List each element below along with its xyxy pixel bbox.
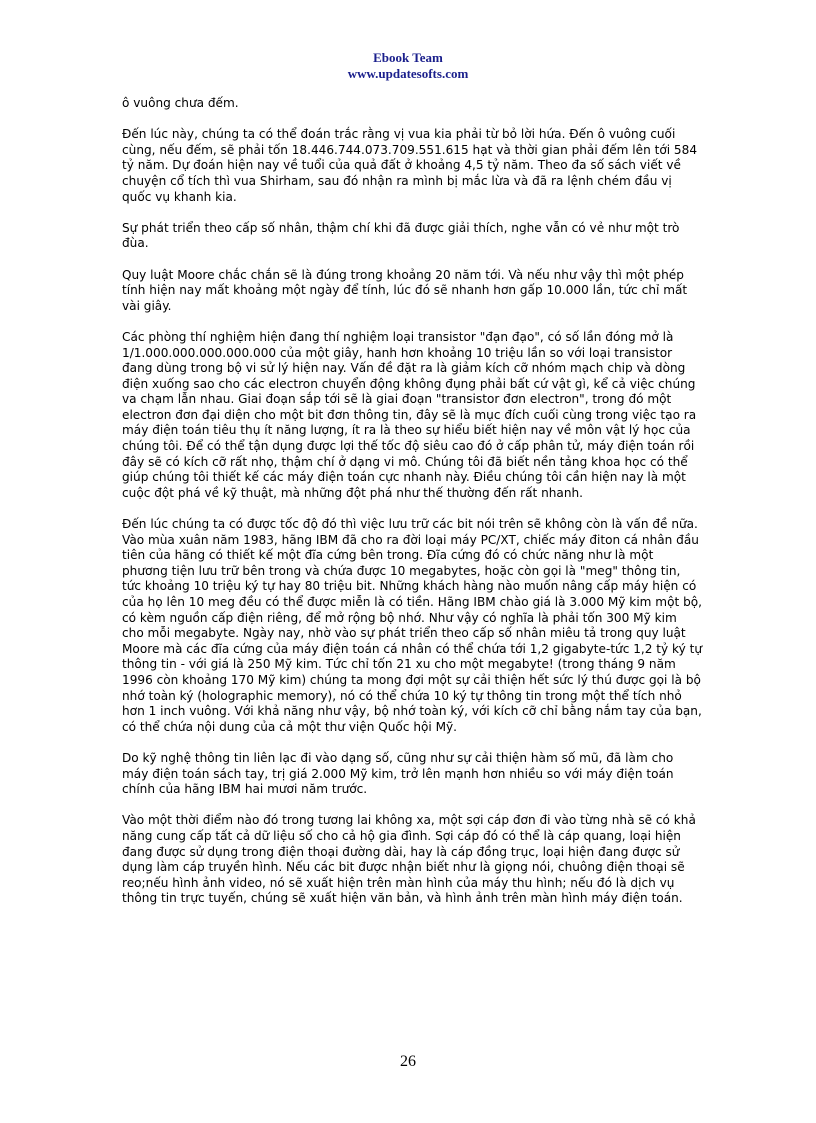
header-url: www.updatesofts.com [347, 66, 469, 81]
paragraph: ô vuông chưa đếm. [122, 96, 239, 110]
paragraph: Sự phát triển theo cấp số nhân, thậm chí khi đã được giải thích, nghe vẫn có vẻ như một trò đùa. [122, 220, 680, 251]
paragraph: Các phòng thí nghiệm hiện đang thí nghiệm loại transistor "đạn đạo", có số lần đóng mở là 1/1.000.000.000.000.000 của một giây, hanh hơn khoảng 10 triệu lần so với loại transistor đang dùng trong bộ vi sử lý hiện nay. Vấn đề đặt ra là giảm kích cỡ nhóm mạch chip và dòng điện xuống sao cho các electron chuyển động không đụng phải bất cứ vật gì, kể cả việc chúng va chạm lẫn nhau. Giai đoạn sắp tới sẽ là giai đoạn "transistor đơn electron", trong đó một electron đơn đại diện cho một bit đơn thông tin, đây sẽ là mục đích cuối cùng trong việc tạo ra máy điện toán tiêu thụ ít năng lượng, ít ra là theo sự hiểu biết hiện nay về môn vật lý học của chúng tôi. Để có thể tận dụng được lợi thế tốc độ siêu cao đó ở cấp phân tử, máy điện toán rồi đây sẽ có kích cỡ rất nhọ, thậm chí ở dạng vi mô. Chúng tôi đã biết nền tảng khoa học có thể giúp chúng tôi thiết kế các máy điện toán cực nhanh này. Điều chúng tôi cần hiện nay là một cuộc đột phá về kỹ thuật, mà những đột phá như thế thường đến rất nhanh. [122, 329, 697, 500]
paragraph: Do kỹ nghệ thông tin liên lạc đi vào dạng số, cũng như sự cải thiện hàm số mũ, đã làm cho máy điện toán sách tay, trị giá 2.000 Mỹ kim, trở lên mạnh hơn nhiều so với máy điện toán chính của hãng IBM hai mươi năm trước. [122, 750, 674, 797]
paragraph: Quy luật Moore chắc chắn sẽ là đúng trong khoảng 20 năm tới. Và nếu như vậy thì một phép tính hiện nay mất khoảng một ngày để tính, lúc đó sẽ nhanh hơn gấp 10.000 lần, tức chỉ mất vài giây. [122, 267, 688, 313]
paragraph: Đến lúc chúng ta có được tốc độ đó thì việc lưu trữ các bit nói trên sẽ không còn là vấn đề nữa. Vào mùa xuân năm 1983, hãng IBM đã cho ra đời loại máy PC/XT, chiếc máy điton cá nhân đầu tiên của hãng có thiết kế một đĩa cứng bên trong. Đĩa cứng đó có chức năng như là một phương tiện lưu trữ bên trong và chứa được 10 megabytes, hoặc còn gọi là "meg" thông tin, tức khoảng 10 triệu ký tự hay 80 triệu bit. Những khách hàng nào muốn nâng cấp máy hiện có của họ lên 10 meg đều có thể được miễn là có tiền. Hãng IBM chào giá là 3.000 Mỹ kim một bộ, có kèm nguồn cấp điện riêng, để mở rộng bộ nhớ. Như vậy có nghĩa là phải tốn 300 Mỹ kim cho mỗi megabyte. Ngày nay, nhờ vào sự phát triển theo cấp số nhân miêu tả trong quy luật Moore mà các đĩa cứng của máy điện toán cá nhân có thể chứa tới 1,2 gigabyte-tức 1,2 tỷ ký tự thông tin - với giá là 250 Mỹ kim. Tức chỉ tốn 21 xu cho một megabyte! (trong tháng 9 năm 1996 còn khoảng 170 Mỹ kim) chúng ta mong đợi một sự cải thiện hết sức lý thú được gọi là bộ nhớ toàn ký (holographic memory), nó có thể chứa 10 ký tự thông tin trong một thể tích nhỏ hơn 1 inch vuông. Với khả năng như vậy, bộ nhớ toàn ký, với kích cỡ chỉ bằng nắm tay của bạn, có thể chứa nội dung của cả một thư viện Quốc hội Mỹ. [122, 517, 703, 734]
paragraph: Đến lúc này, chúng ta có thể đoán trắc rằng vị vua kia phải từ bỏ lời hứa. Đến ô vuông cuối cùng, nếu đếm, sẽ phải tốn 18.446.744.073.709.551.615 hạt và thời gian phải đếm lên tới 584 tỷ năm. Dự đoán hiện nay về tuổi của quả đất ở khoảng 4,5 tỷ năm. Theo đa số sách viết về chuyện cổ tích thì vua Shirham, sau đó nhận ra mình bị mắc lừa và đã ra lệnh chém đầu vị quốc vụ khanh kia. [122, 127, 698, 204]
page-number: 26 [400, 1053, 416, 1070]
body-text [122, 96, 702, 922]
header-title: Ebook Team [373, 50, 443, 65]
paragraph: Vào một thời điểm nào đó trong tương lai không xa, một sợi cáp đơn đi vào từng nhà sẽ có khả năng cung cấp tất cả dữ liệu số cho cả hộ gia đình. Sợi cáp đó có thể là cáp quang, loại hiện đang được sử dụng trong điện thoại đường dài, hay là cáp đồng trục, loại hiện đang được sử dụng làm cáp truyền hình. Nếu các bit được nhận biết như là giọng nói, chuông điện thoại sẽ reo;nếu hình ảnh video, nó sẽ xuất hiện trên màn hình của máy thu hình; nếu đó là dịch vụ thông tin trực tuyến, chúng sẽ xuất hiện văn bản, và hình ảnh trên màn hình máy điện toán. [122, 813, 696, 906]
